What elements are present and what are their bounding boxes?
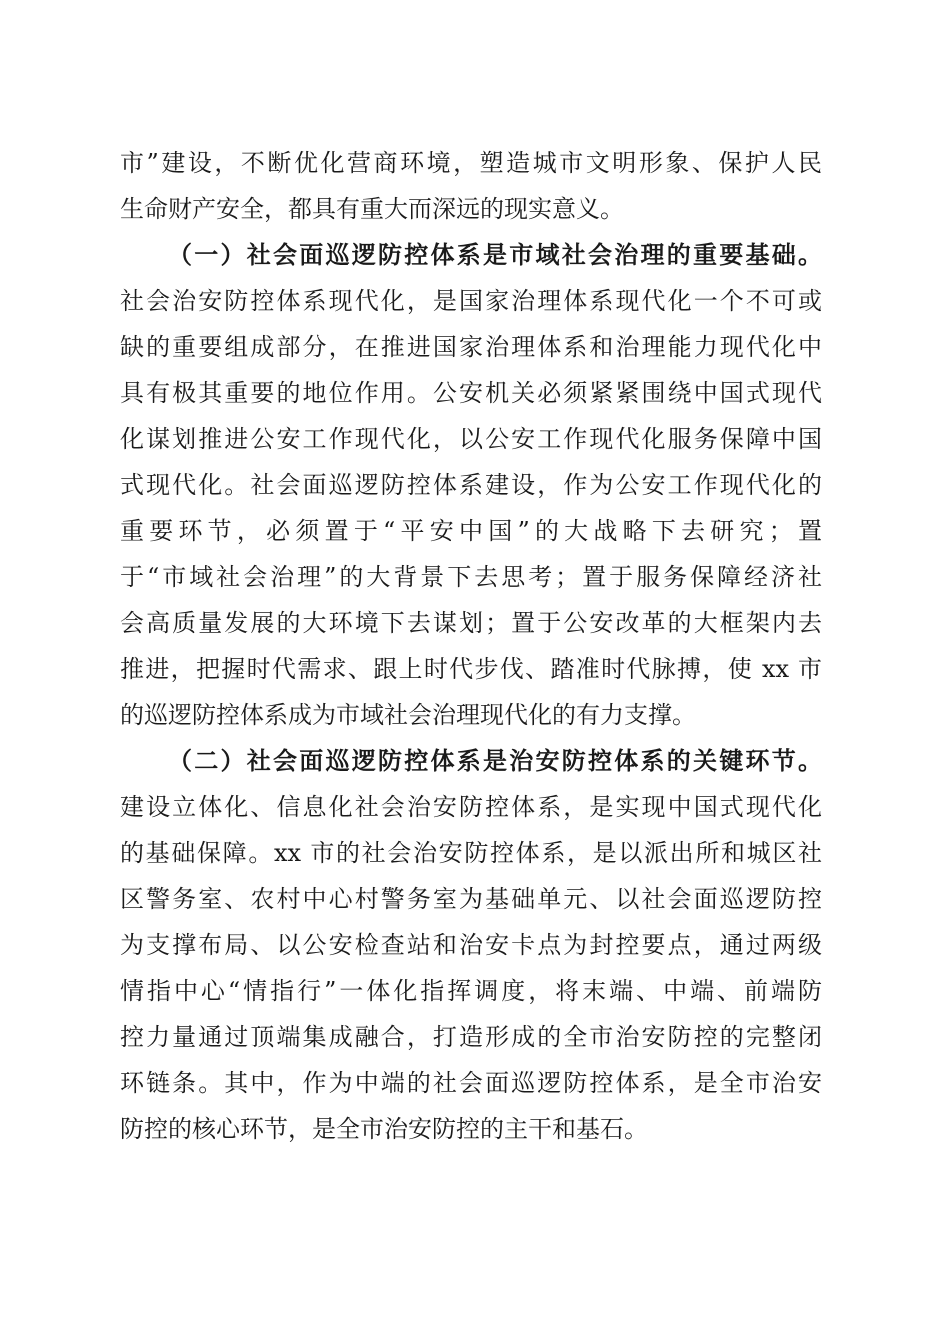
text-line: 的基础保障。xx 市的社会治安防控体系，是以派出所和城区社 xyxy=(120,839,822,867)
text-line: 建设立体化、信息化社会治安防控体系，是实现中国式现代化 xyxy=(120,793,822,821)
text-line: 市”建设，不断优化营商环境，塑造城市文明形象、保护人民 xyxy=(120,149,822,177)
text-line: 会高质量发展的大环境下去谋划；置于公安改革的大框架内去 xyxy=(120,609,822,637)
text-line: 推进，把握时代需求、跟上时代步伐、踏准时代脉搏，使 xx 市 xyxy=(120,655,822,683)
text-line: 重要环节，必须置于“平安中国”的大战略下去研究；置 xyxy=(120,517,822,545)
text-line: 环链条。其中，作为中端的社会面巡逻防控体系，是全市治安 xyxy=(120,1069,822,1097)
section-heading-1: （一）社会面巡逻防控体系是市域社会治理的重要基础。 xyxy=(168,240,822,269)
text-line: 式现代化。社会面巡逻防控体系建设，作为公安工作现代化的 xyxy=(120,471,822,499)
text-line: 化谋划推进公安工作现代化，以公安工作现代化服务保障中国 xyxy=(120,425,822,453)
text-line: 为支撑布局、以公安检查站和治安卡点为封控要点，通过两级 xyxy=(120,931,822,959)
text-line: 区警务室、农村中心村警务室为基础单元、以社会面巡逻防控 xyxy=(120,885,822,913)
text-line: 于“市域社会治理”的大背景下去思考；置于服务保障经济社 xyxy=(120,563,822,591)
text-line: 的巡逻防控体系成为市域社会治理现代化的有力支撑。 xyxy=(120,701,696,729)
section-heading-2: （二）社会面巡逻防控体系是治安防控体系的关键环节。 xyxy=(168,746,822,775)
text-line: 缺的重要组成部分，在推进国家治理体系和治理能力现代化中 xyxy=(120,333,822,361)
text-line: 控力量通过顶端集成融合，打造形成的全市治安防控的完整闭 xyxy=(120,1023,822,1051)
text-line: 情指中心“情指行”一体化指挥调度，将末端、中端、前端防 xyxy=(120,977,822,1005)
text-line: 生命财产安全，都具有重大而深远的现实意义。 xyxy=(120,195,624,223)
text-line: 社会治安防控体系现代化，是国家治理体系现代化一个不可或 xyxy=(120,287,822,315)
text-line: 具有极其重要的地位作用。公安机关必须紧紧围绕中国式现代 xyxy=(120,379,822,407)
document-page xyxy=(120,140,822,1152)
text-line: 防控的核心环节，是全市治安防控的主干和基石。 xyxy=(120,1115,648,1143)
